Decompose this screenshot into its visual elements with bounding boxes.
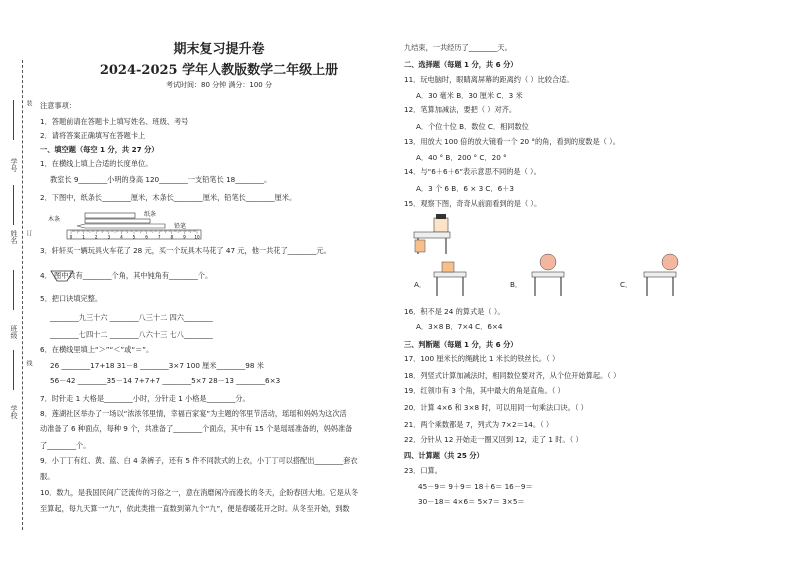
binding-fill-line xyxy=(13,350,14,390)
question-line: 至算起，每九天算一“九”，依此类推一直数到第九个“九”，便是春暖花开之时。从冬至开始，到数 xyxy=(40,504,350,513)
option-line: A．3×8 B．7×4 C．6×4 xyxy=(416,322,503,331)
question-line: 12．笔算加减法，要把（ ）对齐。 xyxy=(404,105,517,114)
notice-item: 2．请将答案正确填写在答题卡上 xyxy=(40,131,146,140)
question-line: 2．下图中，纸条长________厘米，木条长________厘米，铅笔长________厘米。 xyxy=(40,193,297,202)
question-line: 56－42 ________35－14 7+7+7 ________5×7 28－13 ________6×3 xyxy=(50,376,281,385)
wood-strip xyxy=(85,219,150,223)
ruler-label-pencil: 铅笔 xyxy=(174,223,187,230)
question-line: 45－9＝ 9＋9＝ 18＋6＝ 16－9＝ xyxy=(418,482,533,491)
ruler-number: 4 xyxy=(120,234,123,240)
question-line: 15．观察下图，奇奇从前面看到的是（ ）。 xyxy=(404,199,542,208)
q15-option-c-label: C． xyxy=(620,280,633,289)
ruler-number: 0 xyxy=(69,234,73,240)
ruler-number: 10 xyxy=(194,234,200,240)
q15-option-a xyxy=(434,262,466,296)
pencil-shape xyxy=(77,224,165,228)
exam-title: 期末复习提升卷 xyxy=(173,42,265,57)
question-line: 30－18＝ 4×6＝ 5×7＝ 3×5＝ xyxy=(418,497,525,506)
ruler-number: 1 xyxy=(82,234,85,240)
question-line: 19．红领巾有 3 个角，其中最大的角是直角。（ ） xyxy=(404,386,565,395)
binding-fill-line xyxy=(13,185,14,225)
exam-meta: 考试时间：80 分钟 满分：100 分 xyxy=(166,81,272,89)
q15-option-a-label: A． xyxy=(414,280,427,289)
q15-scene xyxy=(412,214,712,306)
question-line: 22．分针从 12 开始走一圈又回到 12，走了 1 时。（ ） xyxy=(404,435,583,444)
q15-option-b-label: B． xyxy=(510,280,523,289)
option-line: A．40 ° B．200 ° C．20 ° xyxy=(416,153,507,162)
ruler-number: 5 xyxy=(132,234,136,240)
section-heading: 四、计算题（共 25 分） xyxy=(404,451,484,460)
question-line: 教室长 9________小明的身高 120________一支铅笔长 18________。 xyxy=(50,175,272,184)
binding-cut-mark: 装 xyxy=(25,100,32,106)
question-line: 18．列竖式计算加减法时，相同数位要对齐，从个位开始算起。（ ） xyxy=(404,371,621,380)
question-line: 26 ________17+18 31－8 ________3×7 100 厘米________98 米 xyxy=(50,361,264,370)
question-line: 九结束，一共经历了________天。 xyxy=(404,43,512,52)
question-line: 动准备了 6 种面点，每种 9 个，共准备了________个面点，其中有 15 个是瑶瑶准备的，妈妈准备 xyxy=(40,424,353,433)
ruler-number: 9 xyxy=(183,234,186,240)
question-line: 5．把口诀填完整。 xyxy=(40,294,103,303)
question-line: 8．莲湖社区举办了一场以“浓浓邻里情，幸福百家宴”为主题的邻里节活动，瑶瑶和妈妈为这次活 xyxy=(40,409,347,418)
notice-title: 注意事项： xyxy=(40,101,76,110)
binding-fill-line xyxy=(13,100,14,140)
option-line: A．30 毫米 B．30 厘米 C．3 米 xyxy=(416,91,523,100)
binding-cut-mark: 线 xyxy=(25,360,32,366)
exam-subtitle: 2024-2025 学年人教版数学二年级上册 xyxy=(99,63,339,78)
question-line: 3．轩轩买一辆玩具火车花了 28 元，买一个玩具木马花了 47 元，他一共花了________元。 xyxy=(40,246,331,255)
question-line: 4． 图中共有________个角，其中钝角有________个。 xyxy=(40,271,213,280)
question-line: 17．100 厘米长的绳跳比 1 米长的铁丝长。（ ） xyxy=(404,354,560,363)
question-line: 1．在横线上填上合适的长度单位。 xyxy=(40,159,153,168)
question-line: ________七四十二 ________八六十三 七八________ xyxy=(50,330,213,339)
question-line: 20．计算 4×6 和 3×8 时，可以用同一句乘法口诀。（ ） xyxy=(404,403,588,412)
question-line: ________九三十六 ________八三十二 四六________ xyxy=(50,313,213,322)
ruler-number: 7 xyxy=(157,234,161,240)
question-line: 9．小丁丁有红、黄、蓝、白 4 条裤子，还有 5 件不同款式的上衣，小丁丁可以搭配出________套衣 xyxy=(40,456,358,465)
binding-label-student-id: 学号 xyxy=(10,158,18,172)
binding-label-name: 姓名 xyxy=(10,230,18,244)
option-line: A．3 个 6 B．6 × 3 C．6＋3 xyxy=(416,184,514,193)
question-line: 13．用放大 100 倍的放大镜看一个 20 °的角，看到的度数是（ ）。 xyxy=(404,137,620,146)
question-line: 6．在横线里填上“＞”“＜”或“＝”。 xyxy=(40,345,154,354)
ruler-number: 8 xyxy=(170,234,174,240)
paper-strip xyxy=(85,213,135,218)
binding-margin xyxy=(0,60,34,530)
trapezoid-figure xyxy=(50,270,74,282)
section-heading: 二、选择题（每题 1 分，共 6 分） xyxy=(404,60,518,69)
question-line: 14．与“6＋6＋6”表示意思不同的是（ ）。 xyxy=(404,167,541,176)
section-heading: 三、判断题（每题 1 分，共 6 分） xyxy=(404,340,518,349)
q15-option-b xyxy=(532,254,564,296)
ruler-number: 6 xyxy=(145,234,148,240)
ruler-number: 2 xyxy=(94,234,98,240)
question-line: 7．时针走 1 大格是________小时，分针走 1 小格是________分。 xyxy=(40,394,250,403)
section-heading: 一、填空题（每空 1 分，共 27 分） xyxy=(40,145,159,154)
q15-option-c xyxy=(644,254,678,296)
question-line: 23．口算。 xyxy=(404,466,442,475)
question-line: 11．玩电脑时，眼睛离屏幕的距离约（ ）比较合适。 xyxy=(404,75,574,84)
question-line: 21．两个乘数都是 7，列式为 7×2＝14。（ ） xyxy=(404,420,554,429)
binding-fill-line xyxy=(13,270,14,310)
binding-dashed-line xyxy=(22,60,23,530)
option-line: A．个位十位 B．数位 C．相同数位 xyxy=(416,122,529,131)
binding-label-school: 学校 xyxy=(10,405,18,419)
q15-reference-scene xyxy=(414,214,450,254)
binding-label-class: 班级 xyxy=(10,325,18,339)
ruler-label-wood: 木条 xyxy=(48,216,61,223)
question-line: 了________个。 xyxy=(40,441,91,450)
notice-item: 1．答题前请在答题卡上填写姓名、班级、考号 xyxy=(40,117,189,126)
question-line: 10．数九，是我国民间广泛流传的习俗之一，意在消磨闲冷而漫长的冬天，企盼春回大地。它是从冬 xyxy=(40,488,359,497)
question-line: 服。 xyxy=(40,472,55,481)
question-line: 16．积不是 24 的算式是（ ）。 xyxy=(404,307,505,316)
binding-cut-mark: 订 xyxy=(25,230,32,236)
ruler-number: 3 xyxy=(107,234,111,240)
q15-figures xyxy=(412,214,712,306)
ruler-label-paper: 纸条 xyxy=(144,211,157,218)
